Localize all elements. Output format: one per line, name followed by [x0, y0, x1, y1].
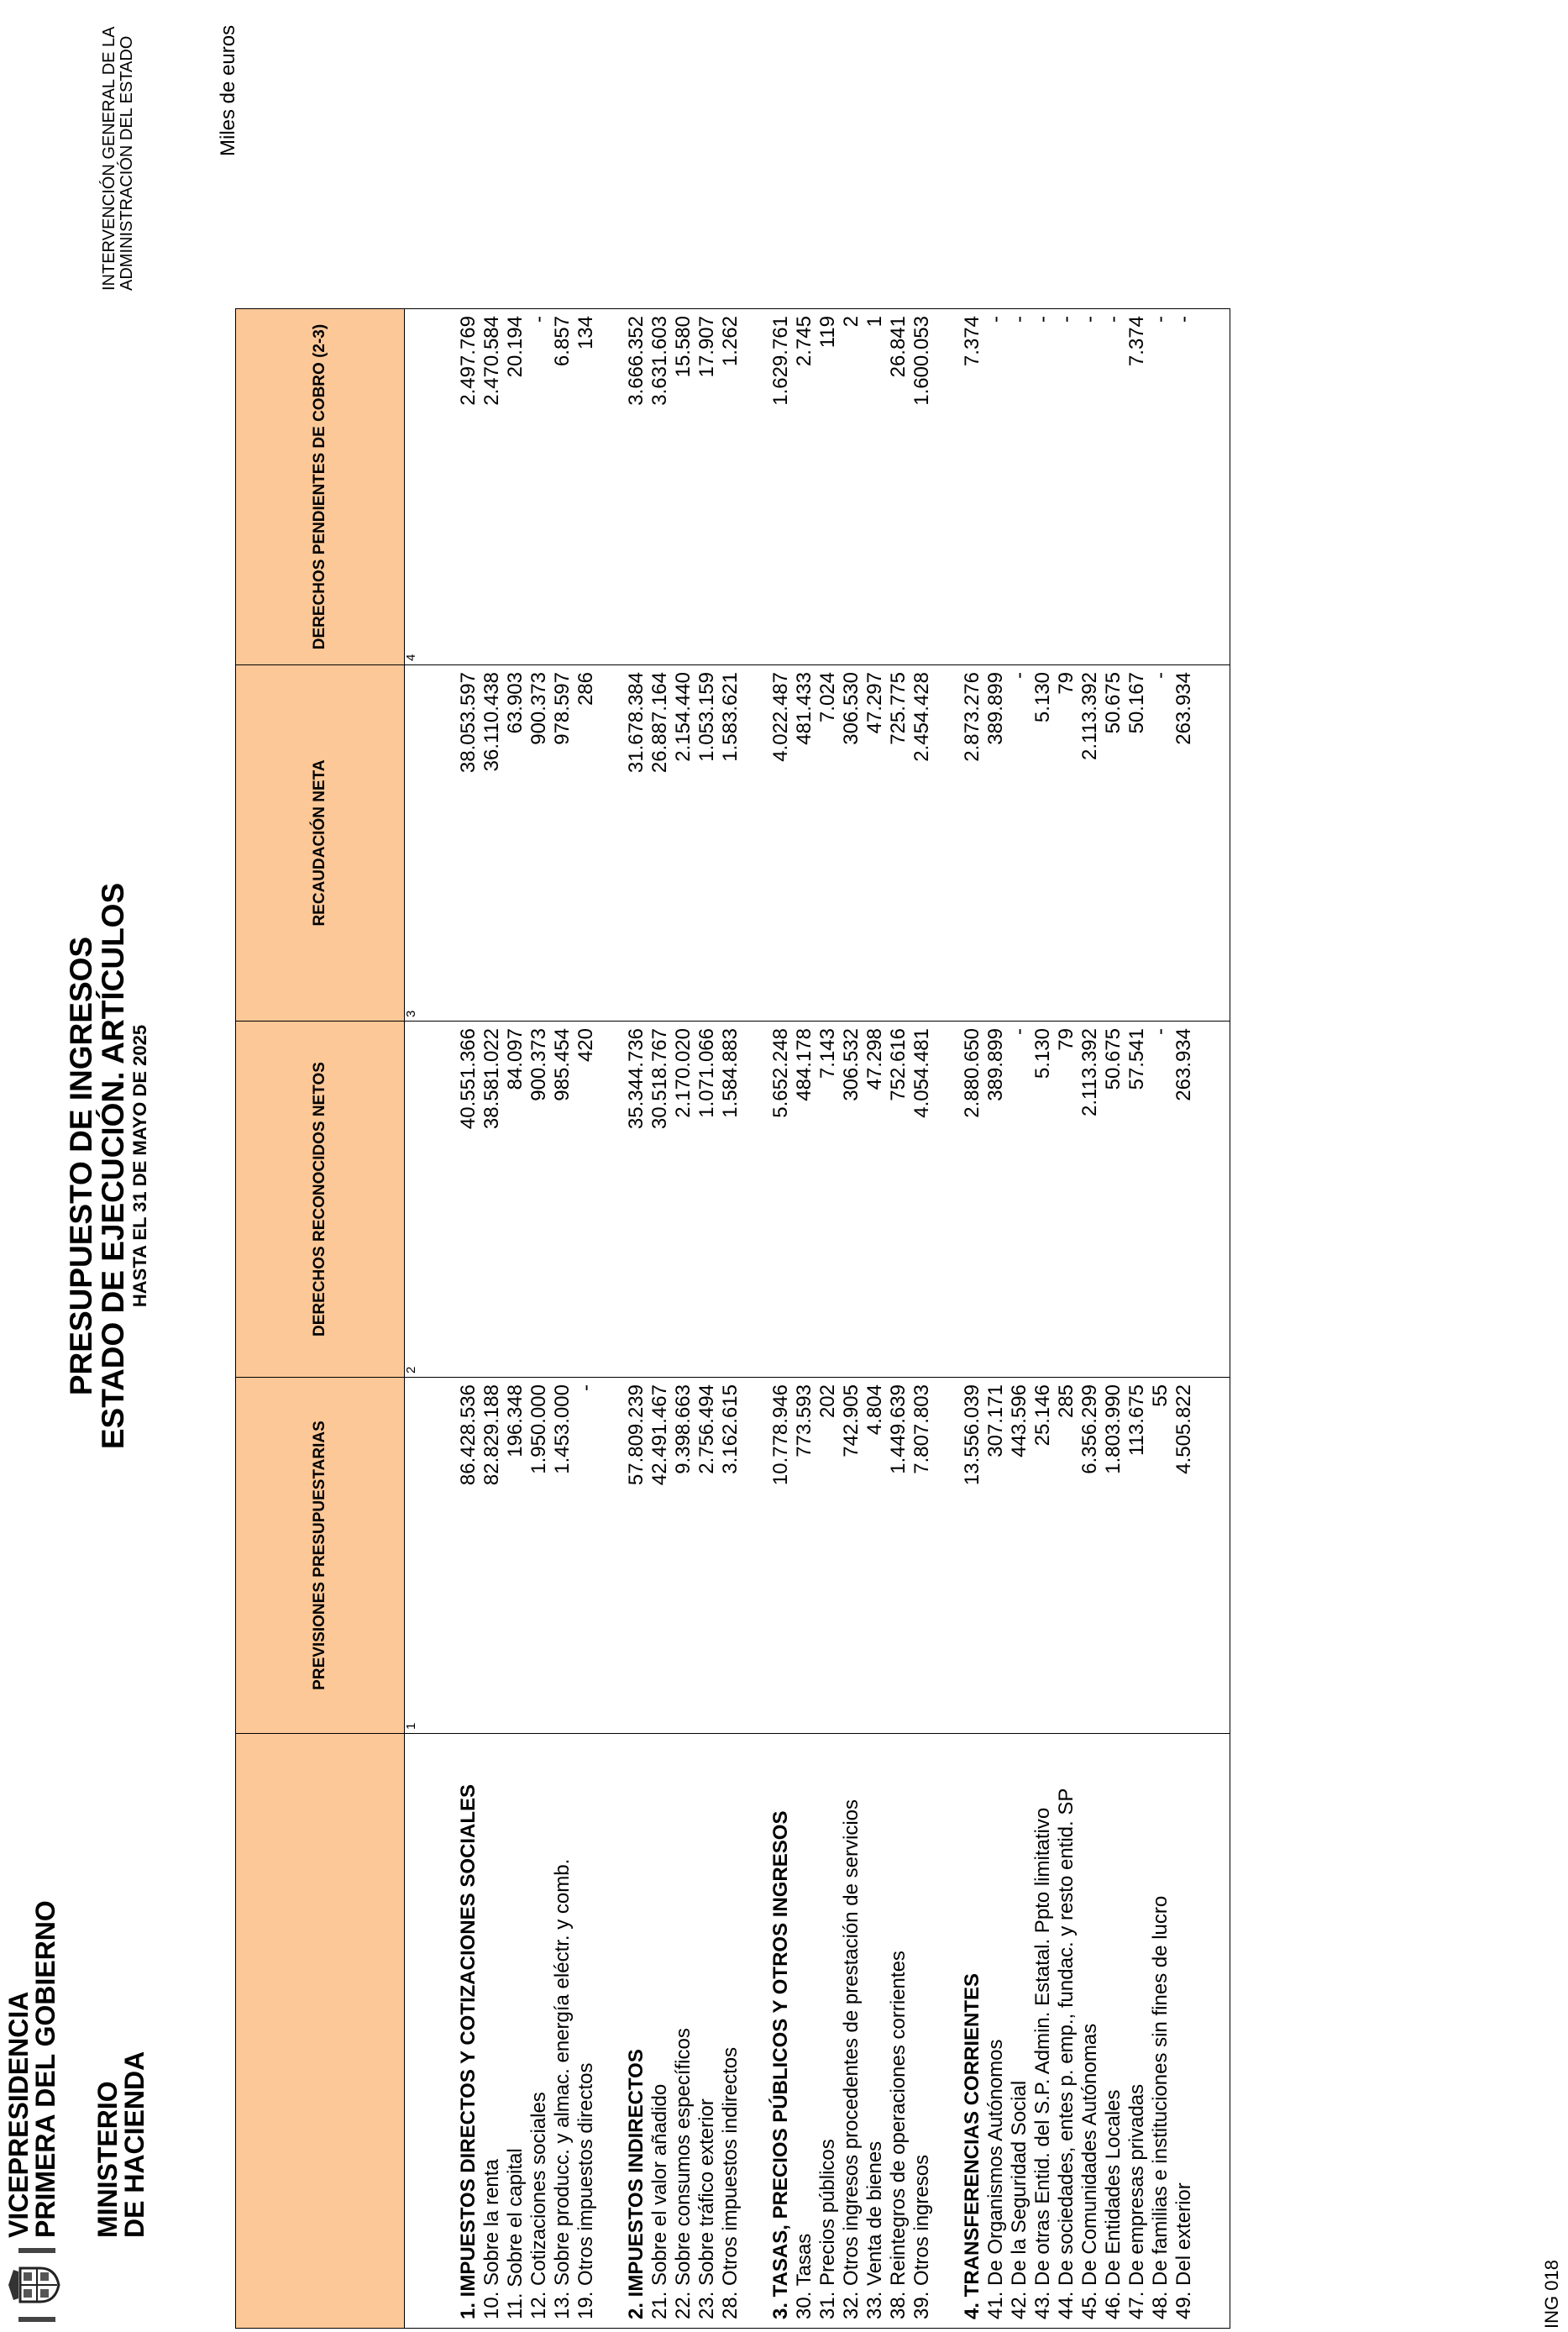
previsiones-cell: 7.807.803 [910, 1378, 934, 1734]
derechos-header: DERECHOS RECONOCIDOS NETOS [236, 1022, 405, 1378]
concept-cell: 38. Reintegros de operaciones corrientes [887, 1734, 910, 2329]
derechos-cell: 57.541 [1125, 1022, 1149, 1378]
table-row [1055, 309, 1078, 2329]
vicepresidencia-heading [5, 1900, 59, 2238]
previsiones-cell: 57.809.239 [625, 1378, 648, 1734]
previsiones-cell: 13.556.039 [961, 1378, 984, 1734]
vicepresidencia-line: VICEPRESIDENCIA [3, 1991, 34, 2238]
table-row [1078, 309, 1102, 2329]
table-row [480, 309, 504, 2329]
group-gap-row [934, 309, 961, 2329]
previsiones-cell: - [574, 1378, 598, 1734]
table-row [1125, 309, 1149, 2329]
concept-cell: 39. Otros ingresos [910, 1734, 934, 2329]
table-row [816, 309, 840, 2329]
pendientes-cell: 7.374 [961, 309, 984, 665]
pendientes-cell: 3.631.603 [648, 309, 672, 665]
concept-cell: 49. Del exterior [1172, 1734, 1196, 2329]
table-row [551, 309, 574, 2329]
derechos-cell: 4.054.481 [910, 1022, 934, 1378]
group-header-row [769, 309, 793, 2329]
column-number-row [405, 309, 424, 2329]
previsiones-cell: 1.453.000 [551, 1378, 574, 1734]
previsiones-cell: 10.778.946 [769, 1378, 793, 1734]
pendientes-cell: - [984, 309, 1008, 665]
previsiones-cell: 86.428.536 [457, 1378, 480, 1734]
derechos-cell: 985.454 [551, 1022, 574, 1378]
recaudacion-cell: 725.775 [887, 665, 910, 1022]
concept-cell: 22. Sobre consumos específicos [672, 1734, 695, 2329]
pendientes-cell: 7.374 [1125, 309, 1149, 665]
pendientes-header: DERECHOS PENDIENTES DE COBRO (2-3) [236, 309, 405, 665]
derechos-cell: - [1149, 1022, 1172, 1378]
recaudacion-cell: 47.297 [863, 665, 887, 1022]
pendientes-cell: - [1055, 309, 1078, 665]
concept-header [236, 1734, 405, 2329]
previsiones-cell: 4.804 [863, 1378, 887, 1734]
derechos-cell: 84.097 [504, 1022, 527, 1378]
recaudacion-cell: 50.675 [1102, 665, 1125, 1022]
recaudacion-cell: 4.022.487 [769, 665, 793, 1022]
report-title [66, 0, 151, 2332]
concept-cell: 2. IMPUESTOS INDIRECTOS [625, 1734, 648, 2329]
recaudacion-cell: 978.597 [551, 665, 574, 1022]
concept-cell: 28. Otros impuestos indirectos [719, 1734, 742, 2329]
pendientes-cell: 15.580 [672, 309, 695, 665]
pendientes-cell: - [1031, 309, 1055, 665]
table-row [1102, 309, 1125, 2329]
igae-line1: INTERVENCIÓN GENERAL DE LA [100, 26, 118, 291]
previsiones-cell: 82.829.188 [480, 1378, 504, 1734]
derechos-cell: 7.143 [816, 1022, 840, 1378]
group-gap-row [742, 309, 769, 2329]
pendientes-cell: 20.194 [504, 309, 527, 665]
concept-cell: 10. Sobre la renta [480, 1734, 504, 2329]
recaudacion-cell: 5.130 [1031, 665, 1055, 1022]
column-number-2: 2 [405, 1022, 424, 1378]
concept-cell: 44. De sociedades, entes p. emp., fundac. y resto entid. SP [1055, 1734, 1078, 2329]
table-row [863, 309, 887, 2329]
derechos-cell: - [1008, 1022, 1031, 1378]
derechos-cell: 2.113.392 [1078, 1022, 1102, 1378]
concept-cell: 48. De familias e instituciones sin fines de lucro [1149, 1734, 1172, 2329]
recaudacion-cell: 7.024 [816, 665, 840, 1022]
igae-heading [101, 26, 136, 291]
concept-cell: 1. IMPUESTOS DIRECTOS Y COTIZACIONES SOCIALES [457, 1734, 480, 2329]
column-number-1: 1 [405, 1378, 424, 1734]
pendientes-cell: 119 [816, 309, 840, 665]
pendientes-cell: 2.497.769 [457, 309, 480, 665]
spacer-row [423, 309, 457, 2329]
group-header-row [961, 309, 984, 2329]
previsiones-cell: 1.449.639 [887, 1378, 910, 1734]
table-row [648, 309, 672, 2329]
concept-cell: 13. Sobre producc. y almac. energía eléctr. y comb. [551, 1734, 574, 2329]
previsiones-cell: 42.491.467 [648, 1378, 672, 1734]
concept-cell: 41. De Organismos Autónomos [984, 1734, 1008, 2329]
table-row [527, 309, 551, 2329]
recaudacion-cell: 900.373 [527, 665, 551, 1022]
pendientes-cell: 134 [574, 309, 598, 665]
concept-cell: 45. De Comunidades Autónomas [1078, 1734, 1102, 2329]
recaudacion-cell: 2.454.428 [910, 665, 934, 1022]
table-row [1031, 309, 1055, 2329]
derechos-cell: 35.344.736 [625, 1022, 648, 1378]
derechos-cell: 30.518.767 [648, 1022, 672, 1378]
concept-cell: 42. De la Seguridad Social [1008, 1734, 1031, 2329]
previsiones-cell: 742.905 [840, 1378, 863, 1734]
concept-cell: 19. Otros impuestos directos [574, 1734, 598, 2329]
table-row [887, 309, 910, 2329]
title-line: PRESUPUESTO DE INGRESOS [64, 936, 98, 1396]
subtitle-line: ESTADO DE EJECUCIÓN. ARTÍCULOS [96, 882, 130, 1450]
pendientes-cell: 2.470.584 [480, 309, 504, 665]
recaudacion-cell: 26.887.164 [648, 665, 672, 1022]
recaudacion-cell: 31.678.384 [625, 665, 648, 1022]
concept-cell: 47. De empresas privadas [1125, 1734, 1149, 2329]
concept-cell: 31. Precios públicos [816, 1734, 840, 2329]
derechos-cell: 2.170.020 [672, 1022, 695, 1378]
derechos-cell: 900.373 [527, 1022, 551, 1378]
recaudacion-cell: 1.583.621 [719, 665, 742, 1022]
previsiones-cell: 1.803.990 [1102, 1378, 1125, 1734]
derechos-cell: 1.584.883 [719, 1022, 742, 1378]
column-number-4: 4 [405, 309, 424, 665]
concept-cell: 43. De otras Entid. del S.P. Admin. Estatal. Ppto limitativo [1031, 1734, 1055, 2329]
previsiones-cell: 113.675 [1125, 1378, 1149, 1734]
previsiones-cell: 1.950.000 [527, 1378, 551, 1734]
previsiones-cell: 2.756.494 [695, 1378, 719, 1734]
derechos-cell: 420 [574, 1022, 598, 1378]
budget-table [235, 308, 1230, 2329]
derechos-cell: 484.178 [793, 1022, 816, 1378]
derechos-cell: 389.899 [984, 1022, 1008, 1378]
pendientes-cell: 1 [863, 309, 887, 665]
table-row [1149, 309, 1172, 2329]
pendientes-cell: 3.666.352 [625, 309, 648, 665]
table-row [1172, 309, 1196, 2329]
recaudacion-cell: 286 [574, 665, 598, 1022]
group-header-row [625, 309, 648, 2329]
table-row [719, 309, 742, 2329]
pendientes-cell: - [1008, 309, 1031, 665]
table-row [840, 309, 863, 2329]
derechos-cell: 752.616 [887, 1022, 910, 1378]
pendientes-cell: 26.841 [887, 309, 910, 665]
group-gap-row [598, 309, 625, 2329]
derechos-cell: 40.551.366 [457, 1022, 480, 1378]
table-row [910, 309, 934, 2329]
concept-cell: 33. Venta de bienes [863, 1734, 887, 2329]
recaudacion-cell: 2.113.392 [1078, 665, 1102, 1022]
date-line: HASTA EL 31 DE MAYO DE 2025 [129, 1024, 150, 1308]
previsiones-cell: 307.171 [984, 1378, 1008, 1734]
pendientes-cell: 1.600.053 [910, 309, 934, 665]
form-code: ING 018 [1541, 2260, 1562, 2329]
igae-line2: ADMINISTRACIÓN DEL ESTADO [118, 35, 136, 291]
pendientes-cell: - [1102, 309, 1125, 665]
recaudacion-cell: - [1149, 665, 1172, 1022]
hacienda-line: DE HACIENDA [119, 2051, 149, 2238]
previsiones-cell: 9.398.663 [672, 1378, 695, 1734]
concept-cell: 23. Sobre tráfico exterior [695, 1734, 719, 2329]
pendientes-cell: 2.745 [793, 309, 816, 665]
column-number-blank [405, 1734, 424, 2329]
pendientes-cell: 6.857 [551, 309, 574, 665]
table-row [695, 309, 719, 2329]
derechos-cell: 263.934 [1172, 1022, 1196, 1378]
ministerio-line: MINISTERIO [92, 2081, 123, 2238]
derechos-cell: 79 [1055, 1022, 1078, 1378]
recaudacion-cell: 50.167 [1125, 665, 1149, 1022]
recaudacion-cell: 2.873.276 [961, 665, 984, 1022]
pendientes-cell: 17.907 [695, 309, 719, 665]
concept-cell: 12. Cotizaciones sociales [527, 1734, 551, 2329]
previsiones-cell: 6.356.299 [1078, 1378, 1102, 1734]
table-row [793, 309, 816, 2329]
derechos-cell: 5.130 [1031, 1022, 1055, 1378]
concept-cell: 46. De Entidades Locales [1102, 1734, 1125, 2329]
table-row [984, 309, 1008, 2329]
recaudacion-cell: 79 [1055, 665, 1078, 1022]
pendientes-cell: 2 [840, 309, 863, 665]
pendientes-cell: - [527, 309, 551, 665]
concept-cell: 11. Sobre el capital [504, 1734, 527, 2329]
table-row [1008, 309, 1031, 2329]
recaudacion-cell: - [1008, 665, 1031, 1022]
table-row [504, 309, 527, 2329]
previsiones-cell: 443.596 [1008, 1378, 1031, 1734]
pendientes-cell: - [1078, 309, 1102, 665]
derechos-cell: 2.880.650 [961, 1022, 984, 1378]
coat-of-arms-icon [7, 2245, 60, 2325]
previsiones-cell: 285 [1055, 1378, 1078, 1734]
previsiones-cell: 4.505.822 [1172, 1378, 1196, 1734]
recaudacion-cell: 389.899 [984, 665, 1008, 1022]
previsiones-cell: 202 [816, 1378, 840, 1734]
table-row [672, 309, 695, 2329]
previsiones-cell: 3.162.615 [719, 1378, 742, 1734]
primera-line: PRIMERA DEL GOBIERNO [30, 1900, 60, 2238]
derechos-cell: 47.298 [863, 1022, 887, 1378]
previsiones-cell: 773.593 [793, 1378, 816, 1734]
group-header-row [457, 309, 480, 2329]
derechos-cell: 50.675 [1102, 1022, 1125, 1378]
derechos-cell: 306.532 [840, 1022, 863, 1378]
recaudacion-cell: 63.903 [504, 665, 527, 1022]
previsiones-cell: 25.146 [1031, 1378, 1055, 1734]
derechos-cell: 1.071.066 [695, 1022, 719, 1378]
pendientes-cell: - [1172, 309, 1196, 665]
previsiones-cell: 196.348 [504, 1378, 527, 1734]
previsiones-cell: 55 [1149, 1378, 1172, 1734]
concept-cell: 32. Otros ingresos procedentes de prestación de servicios [840, 1734, 863, 2329]
previsiones-header: PREVISIONES PRESUPUESTARIAS [236, 1378, 405, 1734]
recaudacion-cell: 1.053.159 [695, 665, 719, 1022]
recaudacion-cell: 2.154.440 [672, 665, 695, 1022]
table-row [574, 309, 598, 2329]
group-gap-row [1196, 309, 1230, 2329]
units-label: Miles de euros [217, 24, 239, 156]
column-number-3: 3 [405, 665, 424, 1022]
pendientes-cell: - [1149, 309, 1172, 665]
concept-cell: 4. TRANSFERENCIAS CORRIENTES [961, 1734, 984, 2329]
table-body [405, 309, 1230, 2329]
concept-cell: 3. TASAS, PRECIOS PÚBLICOS Y OTROS INGRESOS [769, 1734, 793, 2329]
recaudacion-header: RECAUDACIÓN NETA [236, 665, 405, 1022]
pendientes-cell: 1.262 [719, 309, 742, 665]
derechos-cell: 5.652.248 [769, 1022, 793, 1378]
recaudacion-cell: 38.053.597 [457, 665, 480, 1022]
recaudacion-cell: 306.530 [840, 665, 863, 1022]
recaudacion-cell: 263.934 [1172, 665, 1196, 1022]
pendientes-cell: 1.629.761 [769, 309, 793, 665]
recaudacion-cell: 481.433 [793, 665, 816, 1022]
recaudacion-cell: 36.110.438 [480, 665, 504, 1022]
concept-cell: 21. Sobre el valor añadido [648, 1734, 672, 2329]
derechos-cell: 38.581.022 [480, 1022, 504, 1378]
concept-cell: 30. Tasas [793, 1734, 816, 2329]
